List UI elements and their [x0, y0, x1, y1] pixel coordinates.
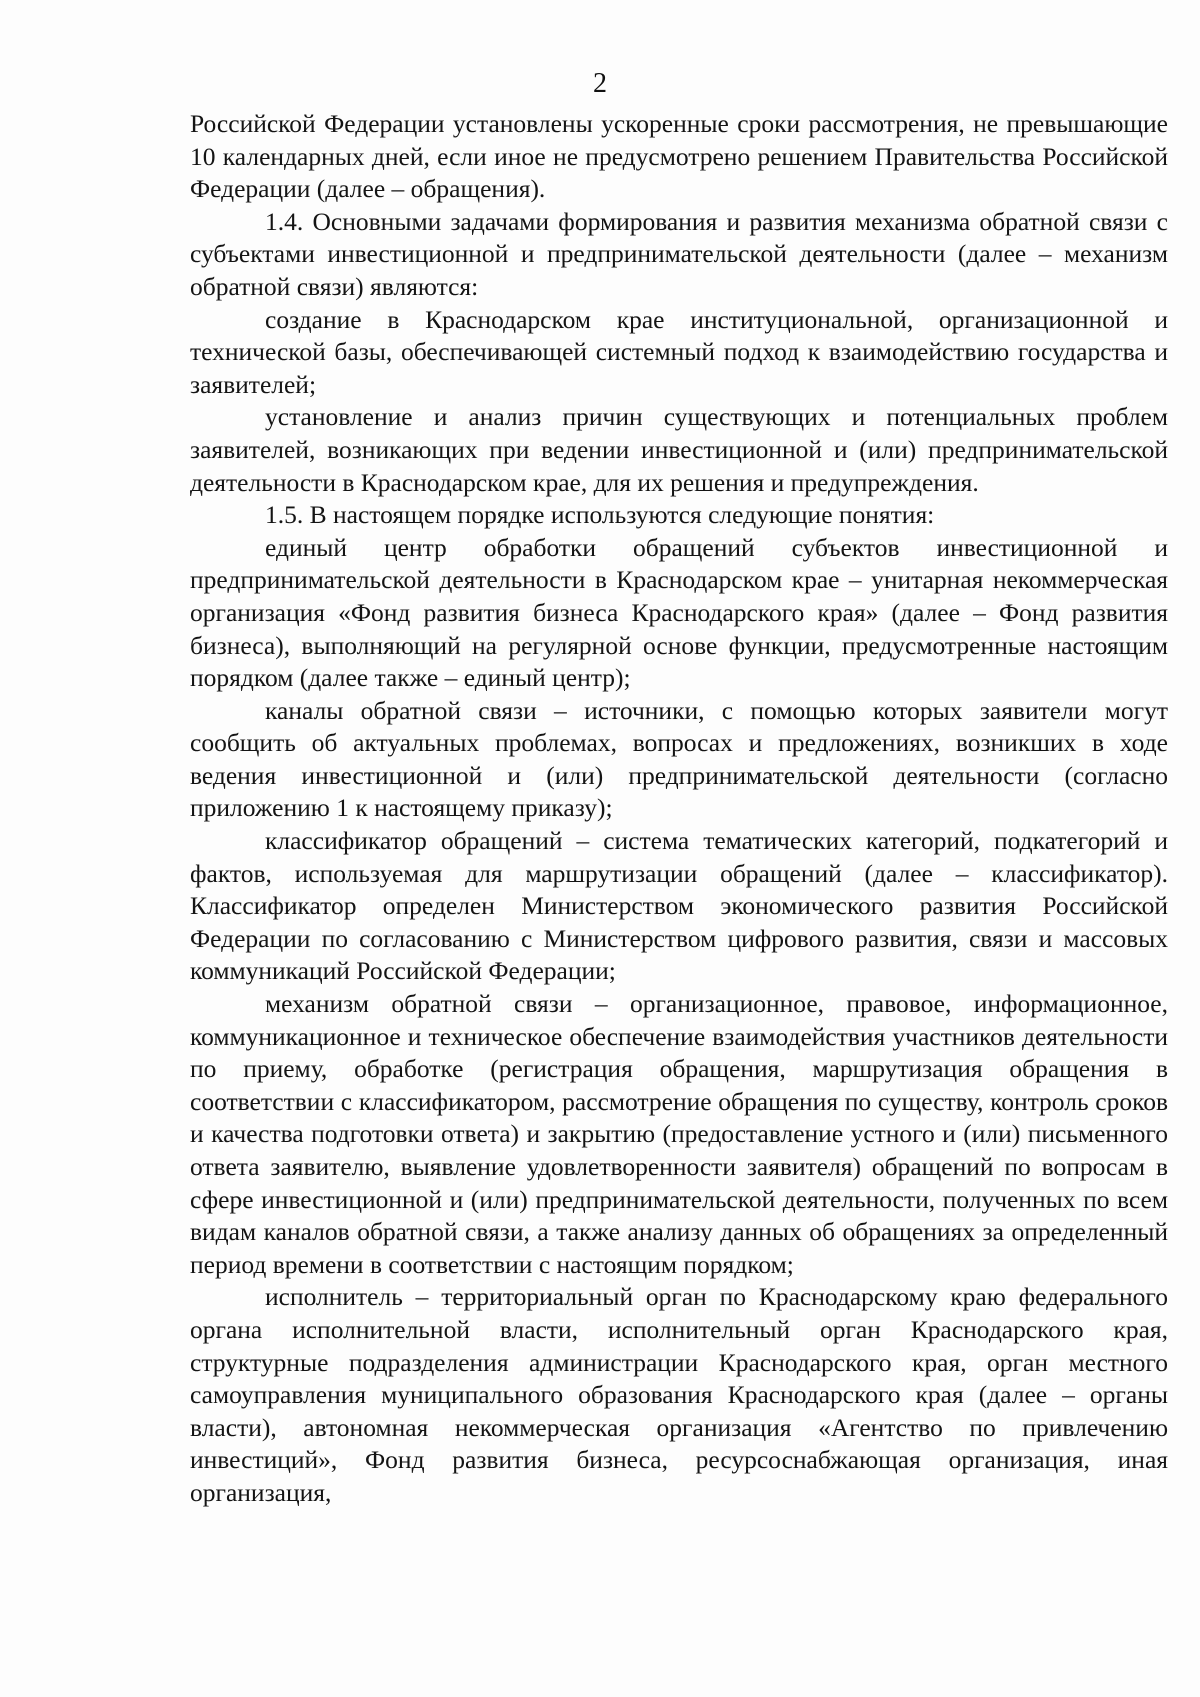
paragraph: единый центр обработки обращений субъектов инвестиционной и предпринимательской деятельности в Краснодарском крае – унитарная некоммерческая организация «Фонд развития бизнеса Краснодарского края» (далее – Фонд развития бизнеса), выполняющий на регулярной основе функции, предусмотренные настоящим порядком (далее также – единый центр);	[190, 532, 1168, 693]
document-body	[190, 108, 1168, 1510]
paragraph: 1.4. Основными задачами формирования и развития механизма обратной связи с субъектами инвестиционной и предпринимательской деятельности (далее – механизм обратной связи) являются:	[190, 206, 1168, 301]
paragraph: создание в Краснодарском крае институциональной, организационной и технической базы, обеспечивающей системный подход к взаимодействию государства и заявителей;	[190, 304, 1168, 399]
paragraph: Российской Федерации установлены ускоренные сроки рассмотрения, не превышающие 10 календарных дней, если иное не предусмотрено решением Правительства Российской Федерации (далее – обращения).	[190, 109, 1168, 204]
paragraph: механизм обратной связи – организационное, правовое, информационное, коммуникационное и техническое обеспечение взаимодействия участников деятельности по приему, обработке (регистрация обращения, маршрутизация обращения в соответствии с классификатором, рассмотрение обращения по существу, контроль сроков и качества подготовки ответа) и закрытию (предоставление устного и (или) письменного ответа заявителю, выявление удовлетворенности заявителя) обращений по вопросам в сфере инвестиционной и (или) предпринимательской деятельности, полученных по всем видам каналов обратной связи, а также анализу данных об обращениях за определенный период времени в соответствии с настоящим порядком;	[190, 989, 1168, 1279]
paragraph: установление и анализ причин существующих и потенциальных проблем заявителей, возникающих при ведении инвестиционной и (или) предпринимательской деятельности в Краснодарском крае, для их решения и предупреждения.	[190, 402, 1168, 497]
paragraph: 1.5. В настоящем порядке используются следующие понятия:	[265, 500, 935, 530]
paragraph: исполнитель – территориальный орган по Краснодарскому краю федерального органа исполнительной власти, исполнительный орган Краснодарского края, структурные подразделения администрации Краснодарского края, орган местного самоуправления муниципального образования Краснодарского края (далее – органы власти), автономная некоммерческая организация «Агентство по привлечению инвестиций», Фонд развития бизнеса, ресурсоснабжающая организация, иная организация,	[190, 1282, 1168, 1507]
paragraph: классификатор обращений – система тематических категорий, подкатегорий и фактов, используемая для маршрутизации обращений (далее – классификатор). Классификатор определен Министерством экономического развития Российской Федерации по согласованию с Министерством цифрового развития, связи и массовых коммуникаций Российской Федерации;	[190, 826, 1168, 986]
page-number: 2	[593, 68, 607, 99]
paragraph: каналы обратной связи – источники, с помощью которых заявители могут сообщить об актуальных проблемах, вопросах и предложениях, возникших в ходе ведения инвестиционной и (или) предпринимательской деятельности (согласно приложению 1 к настоящему приказу);	[190, 695, 1168, 823]
